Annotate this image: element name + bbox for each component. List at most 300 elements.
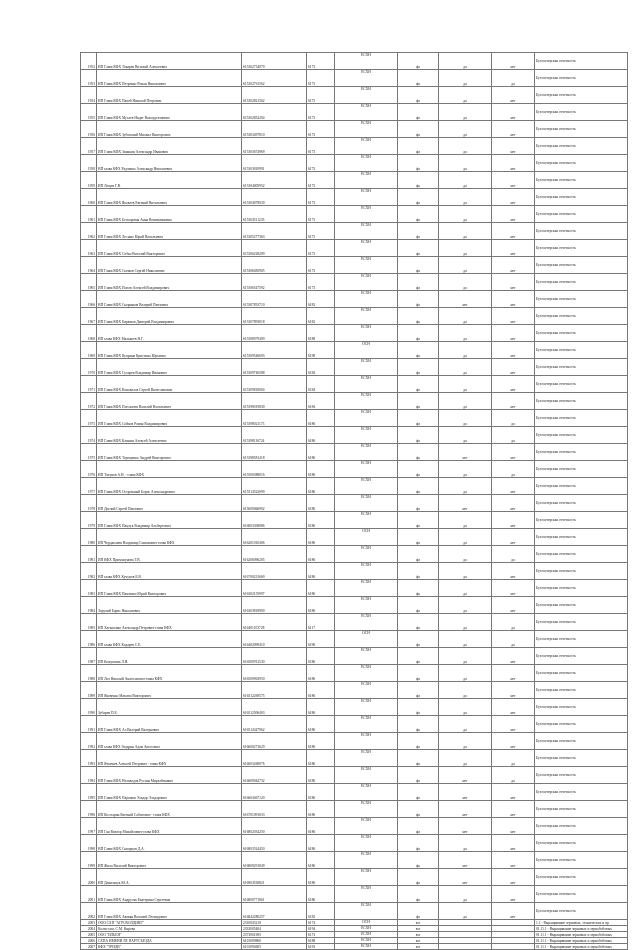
inn-cell: 616603268076 — [242, 750, 307, 767]
table-row — [81, 597, 628, 614]
flag-a-cell — [439, 944, 492, 950]
entity-type-cell: фл — [398, 359, 439, 376]
flag-b-cell: да — [492, 750, 535, 767]
entity-type-cell: фл — [398, 223, 439, 240]
code-cell: 6186 — [307, 597, 335, 614]
table-row — [81, 716, 628, 733]
flag-b-cell: да — [492, 461, 535, 478]
tax-system-cell: ЕСХН — [335, 121, 398, 138]
entity-type-cell: юл — [398, 938, 439, 944]
entity-type-cell: фл — [398, 869, 439, 886]
row-number: 2005 — [81, 932, 97, 938]
table-row — [81, 410, 628, 427]
organization-name: ИП Хатьшенко Александр Петрович-глава КФХ — [97, 614, 242, 631]
row-number: 1952 — [81, 53, 97, 70]
row-number: 1985 — [81, 614, 97, 631]
entity-type-cell: фл — [398, 87, 439, 104]
report-type-cell: Бухгалтерская отчетность — [535, 801, 628, 818]
table-row — [81, 342, 628, 359]
row-number: 1984 — [81, 597, 97, 614]
entity-type-cell: фл — [398, 818, 439, 835]
row-number: 1995 — [81, 784, 97, 801]
organization-name: ИП Кожушина Л.Н. — [97, 648, 242, 665]
table-row — [81, 529, 628, 546]
table-row — [81, 206, 628, 223]
organization-name: ИП Глава КФХ Ал Валерий Валерьевич — [97, 716, 242, 733]
report-type-cell: Бухгалтерская отчетность — [535, 631, 628, 648]
organization-name: ИП Глава КФХ Павленко Юрий Викторович — [97, 580, 242, 597]
code-cell: 6196 — [307, 631, 335, 648]
tax-system-cell: ЕСХН — [335, 835, 398, 852]
tax-system-cell: ЕСХН — [335, 172, 398, 189]
organization-name: ИП Чердаклиев Владимир Симонович-глава КФХ — [97, 529, 242, 546]
flag-a-cell: нет — [439, 818, 492, 835]
inn-cell: 616512269575 — [242, 682, 307, 699]
inn-cell: 615302852204 — [242, 104, 307, 121]
organization-name: ИП Глава КФХ Клинин Алексей Алексеевич — [97, 427, 242, 444]
entity-type-cell: юл — [398, 926, 439, 932]
report-type-cell: Бухгалтерская отчетность — [535, 342, 628, 359]
organization-name: ИП Костырин Евгений Сабитович - глава КФХ — [97, 801, 242, 818]
report-type-cell: Бухгалтерская отчетность — [535, 580, 628, 597]
row-number: 1993 — [81, 750, 97, 767]
flag-a-cell: да — [439, 121, 492, 138]
row-number: 1997 — [81, 818, 97, 835]
entity-type-cell: фл — [398, 393, 439, 410]
inn-cell: 2310043210 — [242, 920, 307, 926]
flag-b-cell: нет — [492, 87, 535, 104]
organization-name: ИП Глава КФХ Коновалов Сергей Вячеславович — [97, 376, 242, 393]
organization-name: ИП Глава КФХ Сычков Сергей Николаевич — [97, 257, 242, 274]
table-row — [81, 274, 628, 291]
code-cell: 6186 — [307, 410, 335, 427]
flag-b-cell: нет — [492, 801, 535, 818]
code-cell: 6186 — [307, 563, 335, 580]
inn-cell: 615304078030 — [242, 189, 307, 206]
organization-name: ИП глава КФХ Гвадрян Адам Ашотович — [97, 733, 242, 750]
report-type-cell: Бухгалтерская отчетность — [535, 104, 628, 121]
inn-cell: 616700231669 — [242, 563, 307, 580]
entity-type-cell: фл — [398, 495, 439, 512]
entity-type-cell: фл — [398, 767, 439, 784]
inn-cell: 616512447962 — [242, 716, 307, 733]
flag-a-cell: да — [439, 886, 492, 903]
tax-system-cell: ЕСХН — [335, 70, 398, 87]
organization-name: ИП Глава КФХ Авакян Виталий Леонидович — [97, 903, 242, 920]
report-type-cell: Бухгалтерская отчетность — [535, 903, 628, 920]
row-number: 1973 — [81, 410, 97, 427]
organization-name: ООО "ИЛЬЕН" — [97, 932, 242, 938]
organization-name: ИП Глава КФХ Лесных Юрий Васильевич — [97, 223, 242, 240]
flag-b-cell: нет — [492, 733, 535, 750]
report-type-cell: Бухгалтерская отчетность — [535, 682, 628, 699]
inn-cell: 615309818004 — [242, 376, 307, 393]
row-number: 1961 — [81, 206, 97, 223]
table-row — [81, 325, 628, 342]
table-row — [81, 648, 628, 665]
code-cell: 6186 — [307, 886, 335, 903]
tax-system-cell: ЕСХН — [335, 699, 398, 716]
tax-system-cell: ЕСХН — [335, 932, 398, 938]
code-cell: 6186 — [307, 767, 335, 784]
table-row — [81, 495, 628, 512]
report-type-cell: Бухгалтерская отчетность — [535, 886, 628, 903]
report-type-cell: Бухгалтерская отчетность — [535, 665, 628, 682]
table-row — [81, 240, 628, 257]
code-cell: 6186 — [307, 546, 335, 563]
tax-system-cell: ОСН — [335, 342, 398, 359]
report-type-cell: Бухгалтерская отчетность — [535, 138, 628, 155]
tax-system-cell: ЕСХН — [335, 614, 398, 631]
tax-system-cell: ОСН — [335, 920, 398, 926]
entity-type-cell: фл — [398, 665, 439, 682]
tax-system-cell: ЕСХН — [335, 767, 398, 784]
tax-system-cell: ЕСХН — [335, 597, 398, 614]
code-cell: 6186 — [307, 529, 335, 546]
flag-a-cell: да — [439, 903, 492, 920]
code-cell: 6173 — [307, 155, 335, 172]
code-cell: 6186 — [307, 665, 335, 682]
flag-b-cell: нет — [492, 784, 535, 801]
flag-a-cell: да — [439, 631, 492, 648]
row-number: 1976 — [81, 461, 97, 478]
inn-cell: 615398019830 — [242, 393, 307, 410]
report-type-cell: Бухгалтерская отчетность — [535, 291, 628, 308]
tax-system-cell: ЕСХН — [335, 938, 398, 944]
flag-b-cell: нет — [492, 818, 535, 835]
tax-system-cell: ЕСХН — [335, 852, 398, 869]
tax-system-cell: ЕСХН — [335, 665, 398, 682]
entity-type-cell: фл — [398, 461, 439, 478]
table-row — [81, 750, 628, 767]
inn-cell: 615398021173 — [242, 410, 307, 427]
code-cell: 6193 — [307, 944, 335, 950]
report-type-cell: Бухгалтерская отчетность — [535, 376, 628, 393]
row-number: 1960 — [81, 189, 97, 206]
inn-cell: 615600066902 — [242, 495, 307, 512]
inn-cell: 616402099410 — [242, 631, 307, 648]
tax-system-cell: ЕСХН — [335, 461, 398, 478]
table-row — [81, 546, 628, 563]
organization-name: ИП Тахунов А.Н. - глава КФХ — [97, 461, 242, 478]
table-row — [81, 699, 628, 716]
code-cell: 6186 — [307, 784, 335, 801]
report-type-cell: Бухгалтерская отчетность — [535, 563, 628, 580]
flag-a-cell: нет — [439, 852, 492, 869]
table-row — [81, 733, 628, 750]
entity-type-cell: фл — [398, 563, 439, 580]
code-cell: 6173 — [307, 138, 335, 155]
report-type-cell: Бухгалтерская отчетность — [535, 750, 628, 767]
flag-b-cell: нет — [492, 852, 535, 869]
row-number: 1953 — [81, 70, 97, 87]
inn-cell: 616842280257 — [242, 903, 307, 920]
code-cell: 6188 — [307, 325, 335, 342]
organization-name: Зубарев П.Е. — [97, 699, 242, 716]
tax-system-cell: ЕСХН — [335, 801, 398, 818]
inn-cell: 616302155997 — [242, 580, 307, 597]
code-cell: 6173 — [307, 121, 335, 138]
organization-name: ИП Глава КФХ Острожный Борис Александрович — [97, 478, 242, 495]
code-cell: 6186 — [307, 699, 335, 716]
tax-system-cell: ЕСХН — [335, 189, 398, 206]
table-row — [81, 104, 628, 121]
inn-cell: 615309546693 — [242, 342, 307, 359]
inn-cell: 616500963950 — [242, 665, 307, 682]
inn-cell: 616303818900 — [242, 597, 307, 614]
table-row — [81, 172, 628, 189]
organization-name: ИП Глава КФХ Яковлев Евгений Витальевич — [97, 189, 242, 206]
tax-system-cell: ЕСХН — [335, 206, 398, 223]
code-cell: 6186 — [307, 580, 335, 597]
table-row — [81, 784, 628, 801]
organization-name: ИП Глава КФХ Скорняков Валерий Павлович — [97, 291, 242, 308]
table-row — [81, 427, 628, 444]
flag-b-cell: нет — [492, 648, 535, 665]
code-cell: 6173 — [307, 189, 335, 206]
flag-a-cell: да — [439, 155, 492, 172]
entity-type-cell: фл — [398, 138, 439, 155]
tax-system-cell: ЕСХН — [335, 944, 398, 950]
row-number: 1958 — [81, 155, 97, 172]
flag-a-cell: да — [439, 393, 492, 410]
table-row — [81, 461, 628, 478]
table-row — [81, 835, 628, 852]
entity-type-cell: фл — [398, 580, 439, 597]
table-row — [81, 155, 628, 172]
code-cell: 6186 — [307, 495, 335, 512]
row-number: 2007 — [81, 944, 97, 950]
inn-cell: 616500912530 — [242, 648, 307, 665]
report-type-cell: Бухгалтерская отчетность — [535, 223, 628, 240]
inn-cell: 615304005952 — [242, 172, 307, 189]
organization-name: ИП Глава КФХ Сойков Роман Владимирович — [97, 410, 242, 427]
flag-b-cell: нет — [492, 682, 535, 699]
row-number: 1962 — [81, 223, 97, 240]
row-number: 1992 — [81, 733, 97, 750]
entity-type-cell: фл — [398, 835, 439, 852]
entity-type-cell: фл — [398, 529, 439, 546]
code-cell: 6186 — [307, 512, 335, 529]
tax-system-cell: ЕСХН — [335, 580, 398, 597]
tax-system-cell: ЕСХН — [335, 240, 398, 257]
report-type-cell: Бухгалтерская отчетность — [535, 852, 628, 869]
flag-a-cell: нет — [439, 767, 492, 784]
inn-cell: 616809291849 — [242, 852, 307, 869]
organization-name: ИП глава КФХ Малышев Н.Г. — [97, 325, 242, 342]
entity-type-cell: фл — [398, 308, 439, 325]
flag-b-cell: нет — [492, 53, 535, 70]
organization-name: ИП Глава КФХ Собко Виталий Викторович — [97, 240, 242, 257]
report-type-cell: Бухгалтерская отчетность — [535, 189, 628, 206]
flag-b-cell: нет — [492, 189, 535, 206]
entity-type-cell: фл — [398, 104, 439, 121]
flag-b-cell: да — [492, 427, 535, 444]
row-number: 1987 — [81, 648, 97, 665]
tax-system-cell: ОСН — [335, 529, 398, 546]
flag-a-cell: да — [439, 665, 492, 682]
report-type-cell: Бухгалтерская отчетность — [535, 87, 628, 104]
report-type-cell: Бухгалтерская отчетность — [535, 172, 628, 189]
inn-cell: 616003300886 — [242, 512, 307, 529]
flag-b-cell: да — [492, 614, 535, 631]
row-number: 1963 — [81, 240, 97, 257]
organization-name: ИП Глава КФХ Зубовский Михаил Викторович — [97, 121, 242, 138]
row-number: 1991 — [81, 716, 97, 733]
row-number: 1968 — [81, 325, 97, 342]
row-number: 2006 — [81, 938, 97, 944]
report-type-cell: Бухгалтерская отчетность — [535, 767, 628, 784]
entity-type-cell: фл — [398, 699, 439, 716]
flag-a-cell: да — [439, 648, 492, 665]
organization-name: КФХ "ТРИДВ" — [97, 944, 242, 950]
organization-name: ИП Глава КФХ Мусаев Нидат Вахмудгазиевич — [97, 104, 242, 121]
row-number: 1972 — [81, 393, 97, 410]
entity-type-cell: фл — [398, 614, 439, 631]
entity-type-cell: фл — [398, 631, 439, 648]
inn-cell: 6101009860 — [242, 938, 307, 944]
table-row — [81, 801, 628, 818]
code-cell: 6186 — [307, 461, 335, 478]
code-cell: 6186 — [307, 852, 335, 869]
row-number: 1998 — [81, 835, 97, 852]
organization-name: ИП глава КФХ Радченко Александр Николаевич — [97, 155, 242, 172]
code-cell: 6173 — [307, 257, 335, 274]
report-type-cell: Бухгалтерская отчетность — [535, 53, 628, 70]
flag-b-cell: нет — [492, 495, 535, 512]
row-number: 1967 — [81, 308, 97, 325]
entity-type-cell: фл — [398, 597, 439, 614]
flag-b-cell: нет — [492, 512, 535, 529]
tax-system-cell: ЕСХН — [335, 512, 398, 529]
entity-type-cell: фл — [398, 189, 439, 206]
flag-a-cell: да — [439, 308, 492, 325]
flag-b-cell: нет — [492, 665, 535, 682]
entity-type-cell: фл — [398, 376, 439, 393]
inn-cell: 615308079409 — [242, 325, 307, 342]
inn-cell: 616201010406 — [242, 529, 307, 546]
inn-cell: 615309746588 — [242, 359, 307, 376]
entity-type-cell: фл — [398, 444, 439, 461]
inn-cell: 615304511235 — [242, 206, 307, 223]
tax-system-cell: ЕСХН — [335, 257, 398, 274]
flag-b-cell: нет — [492, 257, 535, 274]
organization-name: ИП Ган Виктор Михайлович-глава КФХ — [97, 818, 242, 835]
table-row — [81, 682, 628, 699]
organization-name: ИП Глава КФХ Скворцов Д.А. — [97, 835, 242, 852]
report-type-cell: Бухгалтерская отчетность — [535, 546, 628, 563]
code-cell: 6186 — [307, 444, 335, 461]
code-cell: 6173 — [307, 274, 335, 291]
tax-system-cell: ЕСХН — [335, 223, 398, 240]
code-cell: 6184 — [307, 376, 335, 393]
flag-b-cell: да — [492, 410, 535, 427]
row-number: 1974 — [81, 427, 97, 444]
inn-cell: 615302821562 — [242, 87, 307, 104]
report-type-cell: Бухгалтерская отчетность — [535, 529, 628, 546]
table-row — [81, 580, 628, 597]
organization-name: ИП Глава КФХ Папей Николай Петрович — [97, 87, 242, 104]
row-number: 1982 — [81, 563, 97, 580]
inn-cell: 615500388016 — [242, 461, 307, 478]
flag-a-cell: да — [439, 750, 492, 767]
code-cell: 6117 — [307, 614, 335, 631]
tax-system-cell: ЕСХН — [335, 53, 398, 70]
table-row — [81, 308, 628, 325]
entity-type-cell: фл — [398, 733, 439, 750]
organization-name: ИП Ячменев Алексей Петрович - глава КФХ — [97, 750, 242, 767]
flag-a-cell: да — [439, 546, 492, 563]
entity-type-cell: юл — [398, 932, 439, 938]
table-row — [81, 138, 628, 155]
flag-b-cell: нет — [492, 274, 535, 291]
report-type-cell: Бухгалтерская отчетность — [535, 410, 628, 427]
row-number: 1980 — [81, 529, 97, 546]
inn-cell: 615306228209 — [242, 240, 307, 257]
organization-name: ИП Лещев Г.В. — [97, 172, 242, 189]
report-type-cell: Бухгалтерская отчетность — [535, 325, 628, 342]
code-cell: 6173 — [307, 240, 335, 257]
tax-system-cell: ЕСХН — [335, 784, 398, 801]
tax-system-cell: ОСН — [335, 631, 398, 648]
table-row — [81, 886, 628, 903]
flag-a-cell: нет — [439, 291, 492, 308]
table-row — [81, 444, 628, 461]
report-type-cell: Бухгалтерская отчетность — [535, 784, 628, 801]
code-cell: 6186 — [307, 818, 335, 835]
inn-cell: 615306547592 — [242, 274, 307, 291]
report-type-cell: Бухгалтерская отчетность — [535, 240, 628, 257]
row-number: 1979 — [81, 512, 97, 529]
organization-name: ИП КФХ Прихожунова Т.В. — [97, 546, 242, 563]
report-type-cell: 1.1 - Выращивание зерновых, технических и пр — [535, 920, 628, 926]
entity-type-cell: фл — [398, 852, 439, 869]
table-row — [81, 512, 628, 529]
organization-name: ИП Диглий Сергей Павлович — [97, 495, 242, 512]
row-number: 1988 — [81, 665, 97, 682]
entity-type-cell: фл — [398, 342, 439, 359]
code-cell: 6186 — [307, 648, 335, 665]
registry-table — [80, 52, 628, 950]
inn-cell: 616800771861 — [242, 886, 307, 903]
flag-a-cell: да — [439, 716, 492, 733]
table-row — [81, 121, 628, 138]
report-type-cell: Бухгалтерская отчетность — [535, 869, 628, 886]
entity-type-cell: фл — [398, 546, 439, 563]
inn-cell: 616206096205 — [242, 546, 307, 563]
flag-b-cell: нет — [492, 478, 535, 495]
report-type-cell: Бухгалтерская отчетность — [535, 699, 628, 716]
inn-cell: 616512506403 — [242, 699, 307, 716]
registry-body — [81, 53, 628, 950]
flag-b-cell: да — [492, 70, 535, 87]
entity-type-cell: фл — [398, 172, 439, 189]
inn-cell: 615306485905 — [242, 257, 307, 274]
flag-b-cell: нет — [492, 308, 535, 325]
flag-b-cell: нет — [492, 563, 535, 580]
flag-a-cell: да — [439, 342, 492, 359]
table-row — [81, 393, 628, 410]
flag-a-cell: да — [439, 563, 492, 580]
entity-type-cell: фл — [398, 512, 439, 529]
organization-name: ИП Глава КФХ Пацчук Владимир Альбертович — [97, 512, 242, 529]
flag-a-cell: нет — [439, 801, 492, 818]
code-cell: 6174 — [307, 920, 335, 926]
row-number: 2000 — [81, 869, 97, 886]
tax-system-cell: ЕСХН — [335, 903, 398, 920]
report-type-cell: Бухгалтерская отчетность — [535, 614, 628, 631]
entity-type-cell: фл — [398, 155, 439, 172]
